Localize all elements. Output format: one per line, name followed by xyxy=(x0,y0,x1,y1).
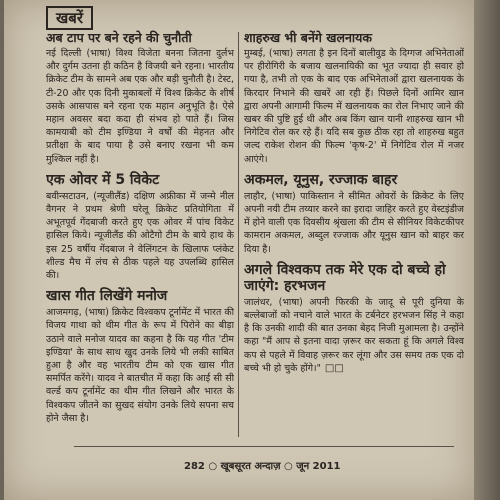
article-team-challenge xyxy=(46,30,234,166)
footer-rule xyxy=(74,446,454,447)
article-special-song xyxy=(46,288,234,425)
article-body: मुम्बई, (भाषा) लगता है इन दिनों बालीवुड के दिग्गज अभिनेताओं पर हीरोगिरी के बजाय खलनायिकी का भूत ज्यादा ही सवार हो गया है, तभी तो एक के बाद एक अभिनेताओं द्वारा खलनायक के किरदार निभाने की खबरें आ रही हैं। पिछले दिनों आमिर खान द्वारा अपनी आगामी फिल्म में खलनायक का रोल निभाए जाने की खबर की पुष्टि हुई थी और अब किंग खान यानी शाहरुख खान भी निगेटिव रोल कर रहे हैं। यदि सब कुछ ठीक रहा तो शाहरुख बहुत जल्द राकेश रोशन की फिल्म 'कृष-2' में निगेटिव रोल में नजर आएंगे। xyxy=(244,48,464,165)
article-body: आजमगढ़, (भाषा) क्रिकेट विश्वकप टूर्नामेंट में भारत की विजय गाथा को थीम गीत के रूप में पिरोने का बीड़ा उठाने वाले मनोज यादव का कहना है कि यह गीत 'टीम इण्डिया' के साथ साथ खुद उनके लिये भी लकी साबित हुआ है और वह भारतीय टीम को एक खास गीत समर्पित करेंगे। यादव ने बातचीत में कहा कि आई सी सी वर्ल्ड कप टूर्नामेंट का थीम गीत लिखने और भारत के विश्वकप जीतने का सुखद संयोग उनके लिये सपना सच होने जैसा है। xyxy=(46,307,234,424)
article-headline: एक ओवर में 5 विकेट xyxy=(46,171,160,188)
article-shahrukh-villain xyxy=(244,30,464,166)
left-column xyxy=(46,30,234,470)
article-headline: अकमल, यूनुस, रज्जाक बाहर xyxy=(244,171,398,188)
article-body: नई दिल्ली (भाषा) विश्व विजेता बनना जितना दुर्लभ और दुर्गम उतना ही कठिन है विजयी बने रहना। भारतीय क्रिकेट टीम के सामने अब एक और बड़ी चुनौती है। टेस्ट, टी-20 और एक दिनी मुकाबलों में विश्व क्रिकेट के शीर्ष उसके आसपास बने रहना एक महान अनुभूति है। ऐसे महान अवसर बदा कदा ही संभव हो पाते हैं। जिस कामयाबी को टीम इण्डिया ने वर्षों की मेहनत और प्रतीक्षा के बाद पाया है उसे बनाए रखना भी कम मुश्किल नहीं है। xyxy=(46,48,234,165)
article-headline: शाहरुख भी बनेंगे खलनायक xyxy=(244,30,372,45)
article-body xyxy=(244,296,464,375)
article-body: बवीन्सटाउन, (न्यूजीलैंड) दक्षिण अफ्रीका में जन्मे नील वैगनर ने प्रथम श्रेणी घरेलू क्रिकेट प्रतियोगिता में अभूतपूर्व गेंदबाजी करते हुए एक ओवर में पांच विकेट हासिल किये। न्यूजीलैंड की ओटैगो टीम के बाये हाथ के इस 25 वर्षीय गेंदबाज ने वेलिंगटन के खिलाफ प्लंकेट शील्ड मैच में लंच से ठीक पहले यह उपलब्धि हासिल की। xyxy=(46,190,234,282)
article-akmal-out xyxy=(244,172,464,256)
page-footer: 282 ○ खूबसूरत अन्दाज़ ○ जून 2011 xyxy=(184,461,341,472)
article-body-text: जालंधर, (भाषा) अपनी फिरकी के जादू से पूरी दुनिया के बल्लेबाजों को नचाने वाले भारत के टर्बनेटर हरभजन सिंह ने कहा है कि उनकी शादी की बात उनका बेहद निजी मुआमला है। उन्होंने कहा "मैं आप से इतना वादा ज़रूर कर सकता हूं कि अगले विश्व कप से पहले में विवाह ज़रूर कर लूंगा और उस समय तक एक दो बच्चे भी हो चुके होंगे।" xyxy=(244,296,464,374)
article-headline: अब टाप पर बने रहने की चुनौती xyxy=(46,30,192,45)
right-column xyxy=(244,30,464,430)
page-edge-shadow xyxy=(474,0,500,500)
magazine-page xyxy=(4,0,474,500)
article-headline: अगले विश्वकप तक मेरे एक दो बच्चे हो जाएंगे: हरभजन xyxy=(244,261,446,294)
article-headline: खास गीत लिखेंगे मनोज xyxy=(46,288,168,305)
end-mark: □□ xyxy=(324,362,344,374)
article-five-wickets xyxy=(46,172,234,282)
section-tag: खबरें xyxy=(46,6,93,30)
article-body: लाहौर, (भाषा) पाकिस्तान ने सीमित ओवरों के क्रिकेट के लिए अपनी नयी टीम तय्यार करने का इरादा जाहिर करते हुए वेस्टइंडीज में होने वाली एक दिवसीय श्रृंखला की टीम से सीनियर विकेटकीपर कामरान अकमल, अब्दुल रज्जाक और यूनुस खान को बाहर कर दिया है। xyxy=(244,190,464,255)
column-divider xyxy=(238,32,239,437)
article-harbhajan xyxy=(244,262,464,375)
